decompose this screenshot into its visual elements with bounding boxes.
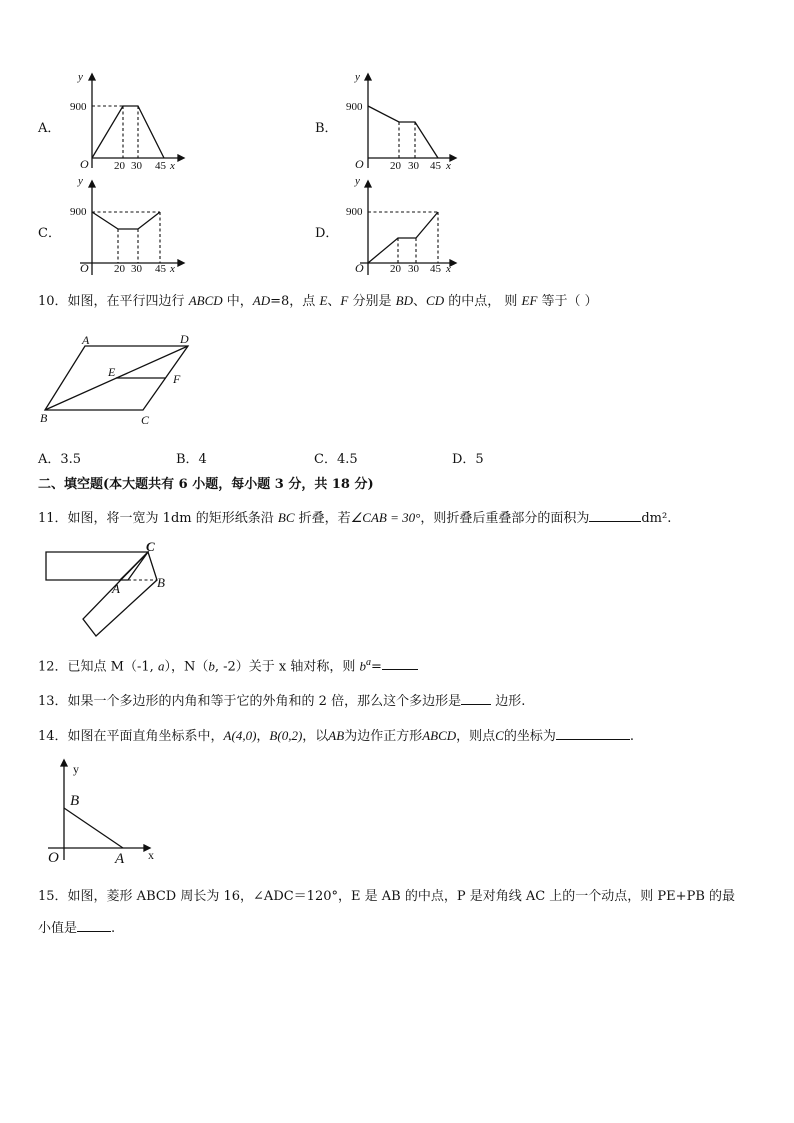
q10-text: 10．如图，在平行四边行 <box>38 294 185 309</box>
folded-strip-figure <box>44 543 174 643</box>
origin-label: O <box>355 261 364 275</box>
q10-e: E <box>319 293 328 308</box>
x-tick: 30 <box>408 263 419 275</box>
y-axis-label: y <box>355 71 360 83</box>
q12-exponent: a <box>366 657 371 668</box>
x-tick: 30 <box>131 263 142 275</box>
y-value-label: 900 <box>70 101 87 113</box>
q10-bd: BD <box>395 293 414 308</box>
x-tick: 45 <box>155 160 166 172</box>
x-tick: 45 <box>155 263 166 275</box>
q12-text: 12．已知点 M（-1, <box>38 659 154 675</box>
x-tick: 45 <box>430 263 441 275</box>
q10-abcd: ABCD <box>188 293 223 308</box>
question-13 <box>38 692 525 710</box>
answer-blank[interactable] <box>77 919 111 932</box>
x-tick: 45 <box>430 160 441 172</box>
q12-text: ），N（ <box>164 659 209 675</box>
q11-text: ，则折叠后重叠部分的面积为 <box>420 511 590 526</box>
answer-blank[interactable] <box>556 727 630 740</box>
x-axis-label: x <box>148 848 154 862</box>
q10-ef: EF <box>521 293 538 308</box>
point-b: B <box>70 793 80 809</box>
q14-text: 14．如图在平面直角坐标系中， <box>38 729 224 744</box>
q14-point-b: B(0,2) <box>269 728 303 743</box>
q11-unit: dm² <box>641 511 668 526</box>
question-11 <box>38 509 671 527</box>
q10-ad: AD <box>252 293 271 308</box>
answer-blank[interactable] <box>461 692 491 705</box>
origin-label: O <box>80 157 89 171</box>
choice-c[interactable]: C．4.5 <box>314 452 358 467</box>
choice-a[interactable]: A．3.5 <box>38 452 82 467</box>
q15-text: 小值是 <box>38 921 78 936</box>
q10-text: 、 <box>413 294 427 309</box>
x-axis-label: x <box>446 160 451 172</box>
q14-text: ，则点 <box>456 729 496 744</box>
q13-text: 13．如果一个多边形的内角和等于它的外角和的 2 倍，那么这个多边形是 <box>38 694 462 709</box>
vertex-b: B <box>40 411 48 425</box>
q12-text: , -2）关于 x 轴对称，则 <box>214 659 356 675</box>
q14-abcd: ABCD <box>422 728 457 743</box>
origin-label: O <box>48 850 59 866</box>
q10-text: 中， <box>226 294 253 309</box>
point-a: A <box>112 581 120 596</box>
question-10 <box>38 293 598 310</box>
option-label: A． <box>38 121 61 136</box>
option-label: C． <box>38 226 61 241</box>
option-label: B． <box>315 121 338 136</box>
question-14 <box>38 727 634 745</box>
q11-bc: BC <box>277 510 295 525</box>
q12-base: b <box>359 658 366 674</box>
point-f: F <box>173 372 181 386</box>
vertex-d: D <box>180 332 189 346</box>
y-axis-label: y <box>78 175 83 187</box>
x-tick: 20 <box>390 263 401 275</box>
q15-text: . <box>111 921 116 936</box>
q12-b: b <box>208 658 215 674</box>
question-15-line1: 15．如图，菱形 ABCD 周长为 16，∠ADC＝120°，E 是 AB 的中点，P 是对角线 AC 上的一个动点，则 PE+PB 的最 <box>38 889 735 904</box>
q14-point-a: A(4,0) <box>223 728 257 743</box>
x-axis-label: x <box>170 160 175 172</box>
q10-text: =8，点 <box>270 294 316 309</box>
x-tick: 30 <box>131 160 142 172</box>
q10-text: 的中点， 则 <box>448 294 518 309</box>
q11-text: . <box>667 511 672 526</box>
q13-text: 边形. <box>491 694 526 709</box>
vertex-c: C <box>141 413 150 427</box>
y-axis-label: y <box>355 175 360 187</box>
q10-text: 、 <box>327 294 341 309</box>
origin-label: O <box>80 261 89 275</box>
q11-text: 折叠，若 <box>298 511 351 526</box>
y-axis-label: y <box>73 762 79 776</box>
point-a: A <box>115 851 125 867</box>
q10-f: F <box>340 293 349 308</box>
section-heading: 二、填空题(本大题共有 6 小题，每小题 3 分，共 18 分) <box>38 477 374 492</box>
x-tick: 20 <box>114 160 125 172</box>
q14-ab: AB <box>328 728 345 743</box>
q10-cd: CD <box>426 293 445 308</box>
question-12 <box>38 655 418 675</box>
y-axis-label: y <box>78 71 83 83</box>
q14-text: 为边作正方形 <box>344 729 423 744</box>
q11-angle: ∠CAB = 30° <box>350 510 421 525</box>
q12-text: = <box>371 659 382 675</box>
q10-text: 分别是 <box>352 294 392 309</box>
point-e: E <box>108 365 116 379</box>
question-15-line2 <box>38 919 115 937</box>
origin-label: O <box>355 157 364 171</box>
option-label: D． <box>315 226 339 241</box>
x-axis-label: x <box>170 263 175 275</box>
choice-b[interactable]: B．4 <box>176 452 207 467</box>
q10-text: 等于（ ） <box>541 294 598 309</box>
x-axis-label: x <box>446 263 451 275</box>
point-c: C <box>146 539 155 554</box>
x-tick: 30 <box>408 160 419 172</box>
q14-text: ， <box>256 729 270 744</box>
y-value-label: 900 <box>346 206 363 218</box>
point-b: B <box>157 575 165 590</box>
vertex-a: A <box>82 333 90 347</box>
x-tick: 20 <box>390 160 401 172</box>
q11-text: 11．如图，将一宽为 1dm 的矩形纸条沿 <box>38 511 274 526</box>
q14-text: . <box>629 729 634 744</box>
choice-d[interactable]: D．5 <box>452 452 484 467</box>
y-value-label: 900 <box>346 101 363 113</box>
q14-text: 的坐标为 <box>503 729 556 744</box>
answer-blank[interactable] <box>589 509 641 522</box>
q12-a: a <box>157 658 165 674</box>
y-value-label: 900 <box>70 206 87 218</box>
x-tick: 20 <box>114 263 125 275</box>
answer-blank[interactable] <box>382 657 418 670</box>
q14-text: ，以 <box>302 729 329 744</box>
q14-c: C <box>495 728 504 743</box>
